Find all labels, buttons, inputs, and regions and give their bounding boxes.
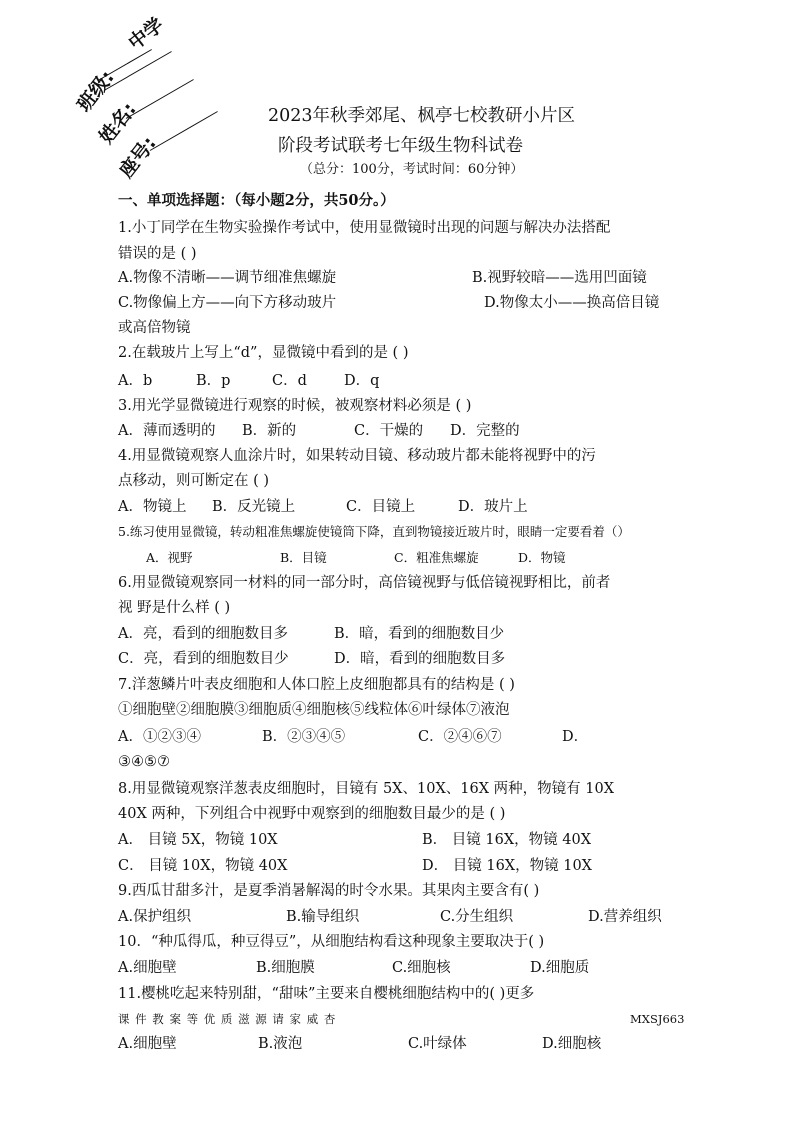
q7-items: ①细胞壁②细胞膜③细胞质④细胞核⑤线粒体⑥叶绿体⑦液泡 [118,702,510,718]
q8-option-b: B． 目镜 16X，物镜 40X [422,832,592,848]
q9-option-d: D.营养组织 [588,909,662,925]
q6-option-c: C．亮，看到的细胞数目少 [118,651,289,667]
q4-stem-line2: 点移动，则可断定在 ( ) [118,473,270,489]
name-label: 姓名: [95,98,141,149]
q6-option-a: A．亮，看到的细胞数目多 [118,626,288,642]
q7-option-d-cont: ③④⑤⑦ [118,754,170,770]
q5-option-c: C．粗准焦螺旋 [394,550,479,565]
q8-option-c: C． 目镜 10X，物镜 40X [118,858,288,874]
q4-option-a: A．物镜上 [118,499,187,515]
q6-option-b: B．暗，看到的细胞数目少 [334,626,505,642]
q11-ad-code: MXSJ663 [630,1012,685,1026]
q6-stem-line1: 6.用显微镜观察同一材料的同一部分时，高倍镜视野与低倍镜视野相比，前者 [118,575,611,591]
q1-stem-line2: 错误的是 ( ) [118,246,197,262]
q9-option-b: B.输导组织 [286,909,360,925]
q3-option-a: A．薄而透明的 [118,423,216,439]
student-info-stamp [40,13,250,190]
q2-option-d: D．q [344,373,380,389]
q3-option-b: B．新的 [242,423,297,439]
q5-stem: 5.练习使用显微镜，转动粗准焦螺旋使镜筒下降，直到物镜接近玻片时，眼睛一定要看着（） [118,524,630,539]
q1-option-b: B.视野较暗——选用凹面镜 [472,270,647,286]
q5-option-a: A．视野 [146,550,193,565]
q8-option-a: A． 目镜 5X，物镜 10X [118,832,278,848]
name-blank-line[interactable] [126,79,194,119]
q2-option-a: A．b [118,373,153,389]
q10-option-c: C.细胞核 [392,960,451,976]
q8-option-d: D． 目镜 16X，物镜 10X [422,858,592,874]
exam-info: （总分：100分，考试时间：60分钟） [300,162,524,177]
q8-stem-line2: 40X 两种，下列组合中视野中观察到的细胞数目最少的是 ( ) [118,806,506,822]
q7-option-c: C．②④⑥⑦ [418,729,502,745]
seat-label: 座号: [115,132,161,183]
q9-option-c: C.分生组织 [440,909,514,925]
exam-title-line1: 2023年秋季郊尾、枫亭七校教研小片区 [268,106,576,126]
q4-option-c: C．目镜上 [346,499,416,515]
seat-blank-line[interactable] [150,111,218,151]
q7-option-d: D． [562,729,589,745]
q11-option-c: C.叶绿体 [408,1036,467,1052]
q10-option-b: B.细胞膜 [256,960,315,976]
q10-stem: 10．“种瓜得瓜，种豆得豆”，从细胞结构看这种现象主要取决于( ) [118,934,545,950]
school-label: 中学 [124,13,168,55]
q1-option-d: D.物像太小——换高倍目镜 [484,295,660,311]
class-label: 班级: [73,66,119,117]
q2-option-b: B．p [196,373,231,389]
q6-stem-line2: 视 野是什么样 ( ) [118,600,231,616]
q1-option-d-cont: 或高倍物镜 [118,320,191,336]
q10-option-d: D.细胞质 [530,960,590,976]
q7-option-b: B．②③④⑤ [262,729,346,745]
q7-option-a: A．①②③④ [118,729,201,745]
q11-option-b: B.液泡 [258,1036,303,1052]
q10-option-a: A.细胞壁 [118,960,177,976]
q9-option-a: A.保护组织 [118,909,192,925]
q9-stem: 9.西瓜甘甜多汁，是夏季消暑解渴的时令水果。其果肉主要含有( ) [118,883,540,899]
q2-stem: 2.在载玻片上写上“d”，显微镜中看到的是 ( ) [118,345,409,361]
q4-stem-line1: 4.用显微镜观察人血涂片时，如果转动目镜、移动玻片都未能将视野中的污 [118,448,596,464]
q6-option-d: D．暗，看到的细胞数目多 [334,651,506,667]
q7-stem: 7.洋葱鳞片叶表皮细胞和人体口腔上皮细胞都具有的结构是 ( ) [118,677,515,693]
exam-title-line2: 阶段考试联考七年级生物科试卷 [278,136,523,156]
q11-option-d: D.细胞核 [542,1036,602,1052]
q1-option-a: A.物像不清晰——调节细准焦螺旋 [118,270,337,286]
q11-stem: 11.樱桃吃起来特别甜，“甜味”主要来自樱桃细胞结构中的( )更多 [118,986,535,1002]
q11-ad-text: 课 件 教 案 等 优 质 滋 源 请 家 威 杏 [118,1012,337,1026]
q3-option-c: C．干燥的 [354,423,424,439]
q11-option-a: A.细胞壁 [118,1036,177,1052]
q2-option-c: C．d [272,373,307,389]
q3-option-d: D．完整的 [450,423,520,439]
q3-stem: 3.用光学显微镜进行观察的时候，被观察材料必须是 ( ) [118,398,472,414]
q5-option-b: B．目镜 [280,550,327,565]
q4-option-d: D．玻片上 [458,499,528,515]
q8-stem-line1: 8.用显微镜观察洋葱表皮细胞时，目镜有 5X、10X、16X 两种，物镜有 10X [118,781,615,797]
q1-option-c: C.物像偏上方——向下方移动玻片 [118,295,337,311]
section-heading: 一、单项选择题：（每小题2分，共50分。） [118,192,395,209]
q1-stem-line1: 1.小丁同学在生物实验操作考试中，使用显微镜时出现的问题与解决办法搭配 [118,220,611,236]
q5-option-d: D．物镜 [518,550,566,565]
q4-option-b: B．反光镜上 [212,499,296,515]
